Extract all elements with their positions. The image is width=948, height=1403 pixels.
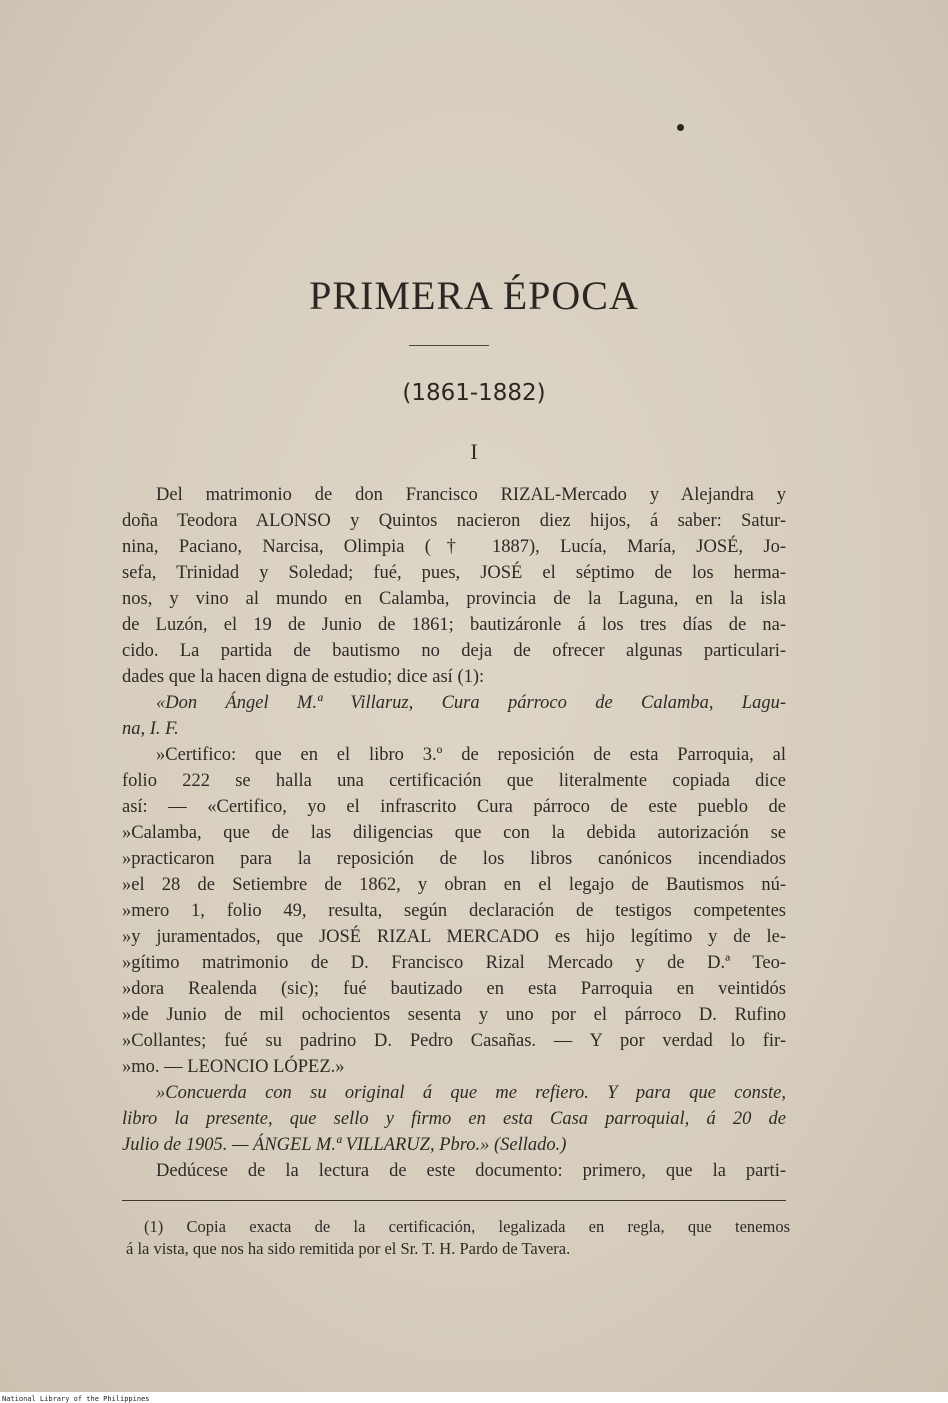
body-line: nos, y vino al mundo en Calamba, provincia de la Laguna, en la isla [122, 589, 786, 609]
footnote-line: (1) Copia exacta de la certificación, legalizada en regla, que tenemos [144, 1217, 790, 1236]
body-line: Julio de 1905. — ÁNGEL M.ª VILLARUZ, Pbro.» (Sellado.) [122, 1135, 567, 1155]
body-line: »y juramentados, que JOSÉ RIZAL MERCADO es hijo legítimo y de le- [122, 927, 786, 947]
period-years: (1861-1882) [402, 380, 546, 406]
body-line: Del matrimonio de don Francisco RIZAL-Mercado y Alejandra y [156, 485, 786, 505]
body-line: »dora Realenda (sic); fué bautizado en esta Parroquia en veintidós [122, 979, 786, 999]
body-line: libro la presente, que sello y firmo en esta Casa parroquial, á 20 de [122, 1109, 786, 1129]
body-line: »mo. — LEONCIO LÓPEZ.» [122, 1057, 345, 1077]
body-line: »de Junio de mil ochocientos sesenta y uno por el párroco D. Rufino [122, 1005, 786, 1025]
body-line: «Don Ángel M.ª Villaruz, Cura párroco de Calamba, Lagu- [156, 693, 786, 713]
body-line: »gítimo matrimonio de D. Francisco Rizal Mercado y de D.ª Teo- [122, 953, 786, 973]
body-line: de Luzón, el 19 de Junio de 1861; bautizáronle á los tres días de na- [122, 615, 786, 635]
body-line: doña Teodora ALONSO y Quintos nacieron diez hijos, á saber: Satur- [122, 511, 786, 531]
body-line: »Calamba, que de las diligencias que con la debida autorización se [122, 823, 786, 843]
body-line: »Collantes; fué su padrino D. Pedro Casañas. — Y por verdad lo fir- [122, 1031, 786, 1051]
scan-credit: National Library of the Philippines [2, 1395, 150, 1403]
footnote [126, 1216, 790, 1260]
title-divider [409, 345, 489, 346]
body-line: »mero 1, folio 49, resulta, según declaración de testigos competentes [122, 901, 786, 921]
chapter-number: I [470, 439, 478, 464]
body-line: así: — «Certifico, yo el infrascrito Cura párroco de este pueblo de [122, 797, 786, 817]
footnote-divider [122, 1200, 786, 1201]
body-line: folio 222 se halla una certificación que literalmente copiada dice [122, 771, 786, 791]
page-title: PRIMERA ÉPOCA [309, 273, 639, 318]
body-line: na, I. F. [122, 719, 179, 739]
footnote-line: á la vista, que nos ha sido remitida por el Sr. T. H. Pardo de Tavera. [126, 1239, 571, 1258]
body-line: Dedúcese de la lectura de este documento: primero, que la parti- [156, 1161, 786, 1181]
body-line: nina, Paciano, Narcisa, Olimpia († 1887), Lucía, María, JOSÉ, Jo- [122, 537, 786, 557]
body-line: »el 28 de Setiembre de 1862, y obran en el legajo de Bautismos nú- [122, 875, 786, 895]
body-line: cido. La partida de bautismo no deja de ofrecer algunas particulari- [122, 641, 786, 661]
body-line: sefa, Trinidad y Soledad; fué, pues, JOSÉ el séptimo de los herma- [122, 563, 786, 583]
body-text [122, 482, 786, 1184]
body-line: dades que la hacen digna de estudio; dice así (1): [122, 667, 485, 687]
body-line: »Concuerda con su original á que me refiero. Y para que conste, [156, 1083, 786, 1103]
ink-speck [677, 124, 684, 131]
body-line: »practicaron para la reposición de los libros canónicos incendiados [122, 849, 786, 869]
body-line: »Certifico: que en el libro 3.º de reposición de esta Parroquia, al [156, 745, 786, 765]
